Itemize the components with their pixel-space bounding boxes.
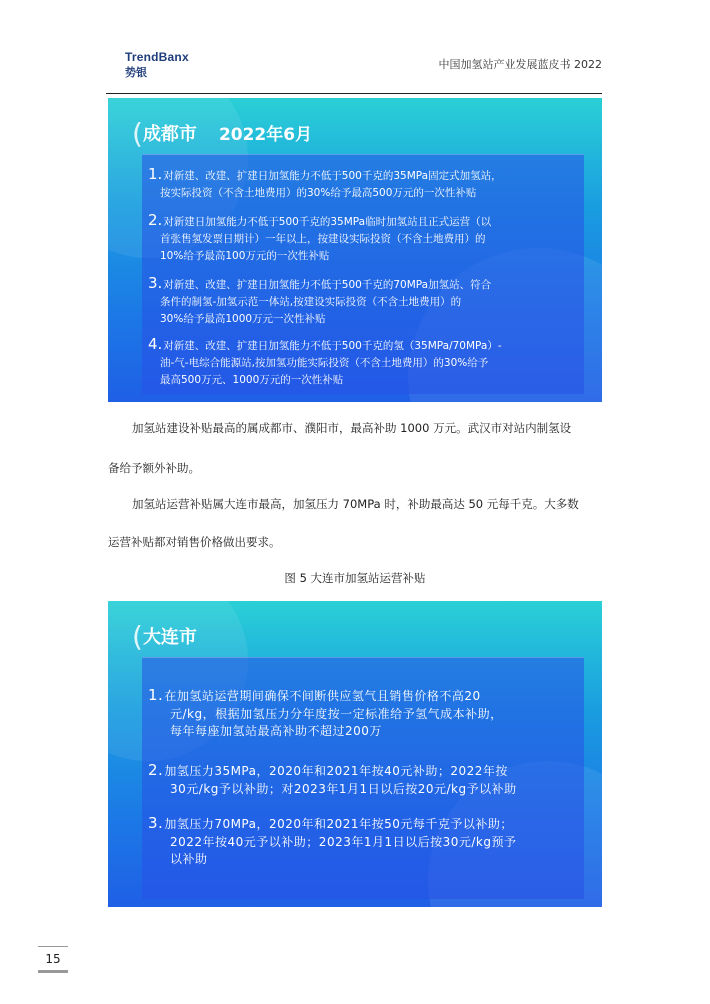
subsidy-item-1 — [148, 166, 580, 202]
item-line: 对新建、改建、扩建日加氢能力不低于500千克的35MPa固定式加氢站， — [163, 170, 502, 182]
item-number: 2. — [148, 211, 163, 229]
item-line: 最高500万元、1000万元的一次性补贴 — [160, 374, 344, 386]
item-line: 对新建、改建、扩建日加氢能力不低于500千克的氢（35MPa/70MPa）- — [163, 340, 502, 352]
panel-date: 2022年6月 — [218, 125, 313, 145]
trendbank-logo — [125, 50, 189, 80]
item-line: 首张售氢发票日期计）一年以上，按建设实际投资（不含土地费用）的 — [160, 233, 486, 245]
item-line: 元/kg，根据加氢压力分年度按一定标准给予氢气成本补助， — [170, 706, 503, 721]
paragraph-construction-subsidy: 加氢站建设补贴最高的属成都市、濮阳市，最高补助 1000 万元。武汉市对站内制氢设 — [132, 421, 572, 435]
panel-title — [132, 617, 197, 653]
subsidy-item-2 — [148, 212, 580, 265]
panel-city: 成都市 — [142, 124, 197, 145]
figure-caption: 图 5 大连市加氢站运营补贴 — [284, 571, 426, 585]
item-number: 4. — [148, 335, 163, 353]
item-number: 3. — [148, 814, 164, 832]
item-line: 对新建、改建、扩建日加氢能力不低于500千克的70MPa加氢站、符合 — [163, 279, 492, 291]
item-line: 10%给予最高100万元的一次性补贴 — [160, 250, 330, 262]
header-divider — [106, 93, 602, 94]
item-line: 按实际投资（不含土地费用）的30%给予最高500万元的一次性补贴 — [160, 187, 477, 199]
page-number-bar — [38, 970, 68, 973]
logo-english: TrendBanx — [125, 50, 189, 64]
subsidy-item-3 — [148, 275, 580, 328]
page-number-rule — [38, 946, 68, 947]
item-line: 条件的制氢-加氢示范一体站,按建设实际投资（不含土地费用）的 — [160, 296, 462, 308]
item-line: 在加氢站运营期间确保不间断供应氢气且销售价格不高20 — [164, 689, 481, 703]
item-line: 每年每座加氢站最高补助不超过200万 — [170, 724, 382, 738]
item-number: 2. — [148, 761, 164, 779]
subsidy-item-4 — [148, 336, 580, 389]
item-line: 加氢压力35MPa，2020年和2021年按40元补助；2022年按 — [164, 764, 508, 778]
item-number: 3. — [148, 274, 163, 292]
panel-city: 大连市 — [142, 627, 197, 648]
item-line: 对新建日加氢能力不低于500千克的35MPa临时加氢站且正式运营（以 — [163, 216, 492, 228]
item-number: 1. — [148, 165, 163, 183]
item-line: 以补助 — [170, 852, 208, 866]
chengdu-subsidy-panel — [108, 98, 602, 402]
dalian-subsidy-panel — [108, 601, 602, 907]
panel-title — [132, 114, 313, 150]
subsidy-item-2 — [148, 762, 580, 798]
item-line: 30元/kg予以补助；对2023年1月1日以后按20元/kg予以补助 — [170, 781, 517, 796]
paragraph-construction-subsidy-cont: 备给予额外补助。 — [108, 461, 200, 475]
item-line: 30%给予最高1000万元一次性补贴 — [160, 313, 326, 325]
page-number: 15 — [45, 952, 61, 966]
bracket-icon: ( — [132, 620, 143, 653]
report-title: 中国加氢站产业发展蓝皮书 2022 — [438, 58, 602, 71]
item-line: 2022年按40元予以补助；2023年1月1日以后按30元/kg预予 — [170, 834, 517, 849]
subsidy-item-3 — [148, 815, 580, 869]
paragraph-operation-subsidy: 加氢站运营补贴属大连市最高，加氢压力 70MPa 时，补助最高达 50 元每千克。大多数 — [132, 497, 579, 511]
bracket-icon: ( — [132, 117, 143, 150]
item-number: 1. — [148, 686, 164, 704]
item-line: 油-气-电综合能源站,按加氢功能实际投资（不含土地费用）的30%给予 — [160, 357, 489, 369]
subsidy-item-1 — [148, 687, 580, 741]
item-line: 加氢压力70MPa，2020年和2021年按50元每千克予以补助； — [164, 817, 513, 831]
paragraph-operation-subsidy-cont: 运营补贴都对销售价格做出要求。 — [108, 535, 281, 549]
logo-chinese: 势银 — [125, 66, 147, 79]
